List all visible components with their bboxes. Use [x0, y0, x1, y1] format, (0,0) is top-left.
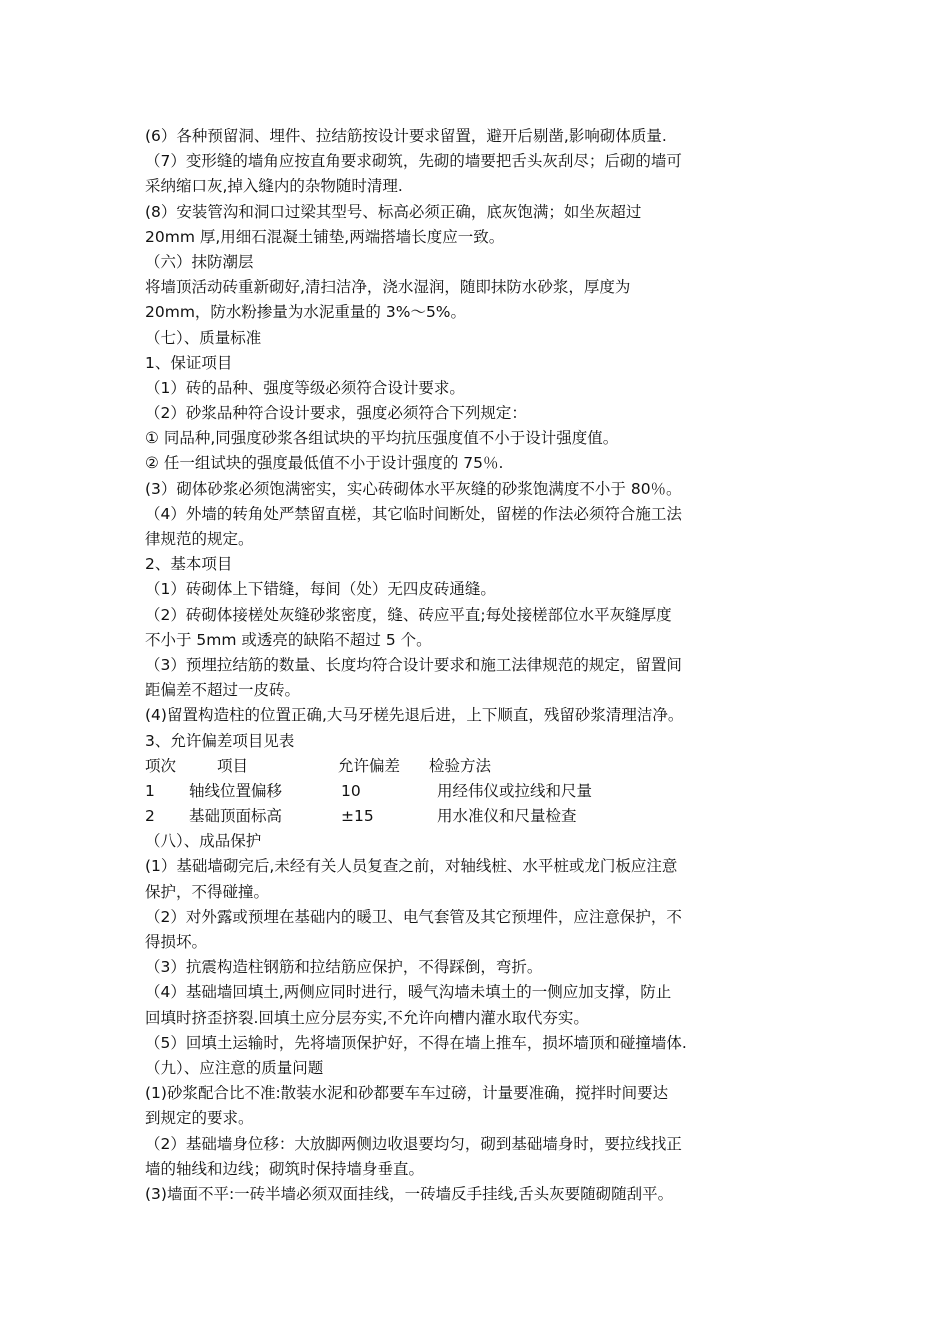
table-cell: 2: [145, 807, 155, 826]
text-line: 回填时挤歪挤裂.回填土应分层夯实,不允许向槽内灌水取代夯实。: [145, 1008, 589, 1027]
text-line: （2）对外露或预埋在基础内的暖卫、电气套管及其它预埋件，应注意保护，不: [145, 907, 682, 926]
text-line: （7）变形缝的墙角应按直角要求砌筑，先砌的墙要把舌头灰刮尽；后砌的墙可: [145, 152, 682, 171]
text-line: （5）回填土运输时，先将墙顶保护好，不得在墙上推车，损坏墙顶和碰撞墙体.: [145, 1033, 687, 1052]
table-row: [145, 804, 825, 829]
text-line: (1）基础墙砌完后,未经有关人员复查之前，对轴线桩、水平桩或龙门板应注意: [145, 857, 678, 876]
text-line: （1）砖砌体上下错缝，每间（处）无四皮砖通缝。: [145, 580, 496, 599]
text-block-after-table: [145, 829, 825, 1207]
text-line: 不小于 5mm 或透亮的缺陷不超过 5 个。: [145, 630, 432, 649]
text-line: 20mm 厚,用细石混凝土铺垫,两端搭墙长度应一致。: [145, 227, 505, 246]
text-line: (4)留置构造柱的位置正确,大马牙槎先退后进，上下顺直，残留砂浆清理洁净。: [145, 706, 684, 725]
subsection-heading: 3、允许偏差项目见表: [145, 731, 295, 750]
text-line: 采纳缩口灰,掉入缝内的杂物随时清理.: [145, 177, 403, 196]
text-line: (1)砂浆配合比不准:散装水泥和砂都要车车过磅，计量要准确，搅拌时间要达: [145, 1084, 669, 1103]
text-line: （3）抗震构造柱钢筋和拉结筋应保护，不得踩倒，弯折。: [145, 958, 543, 977]
text-line: 保护，不得碰撞。: [145, 882, 270, 901]
text-line: （2）基础墙身位移：大放脚两侧边收退要均匀，砌到基础墙身时，要拉线找正: [145, 1134, 682, 1153]
table-header-cell: 允许偏差: [338, 756, 401, 775]
text-line: 将墙顶活动砖重新砌好,清扫洁净，浇水湿润，随即抹防水砂浆，厚度为: [145, 278, 631, 297]
table-cell: 10: [341, 781, 361, 800]
text-line: (3）砌体砂浆必须饱满密实，实心砖砌体水平灰缝的砂浆饱满度不小于 80％。: [145, 479, 682, 498]
section-heading: （九）、应注意的质量问题: [145, 1058, 324, 1077]
text-line: ① 同品种,同强度砂浆各组试块的平均抗压强度值不小于设计强度值。: [145, 429, 619, 448]
text-line: 得损坏。: [145, 933, 208, 951]
subsection-heading: 1、保证项目: [145, 353, 233, 372]
text-line: （2）砖砌体接槎处灰缝砂浆密度，缝、砖应平直;每处接槎部位水平灰缝厚度: [145, 605, 672, 624]
text-line: （1）砖的品种、强度等级必须符合设计要求。: [145, 378, 465, 397]
table-row: [145, 779, 825, 804]
table-cell: 轴线位置偏移: [189, 781, 283, 800]
table-header-cell: 检验方法: [429, 756, 492, 775]
table-cell: 用水准仪和尺量检查: [437, 807, 577, 826]
table-header-cell: 项目: [217, 756, 249, 775]
text-line: (3)墙面不平:一砖半墙必须双面挂线，一砖墙反手挂线,舌头灰要随砌随刮平。: [145, 1184, 674, 1203]
tolerance-table: [145, 754, 825, 830]
section-heading: （八）、成品保护: [145, 832, 262, 851]
text-line: （3）预埋拉结筋的数量、长度均符合设计要求和施工法律规范的规定，留置间: [145, 655, 682, 674]
table-cell: ±15: [341, 807, 374, 826]
text-line: ② 任一组试块的强度最低值不小于设计强度的 75％.: [145, 454, 504, 473]
section-heading: （七）、质量标准: [145, 328, 262, 347]
table-cell: 基础顶面标高: [189, 807, 283, 826]
table-header-cell: 项次: [145, 756, 177, 775]
section-heading: （六）抹防潮层: [145, 252, 254, 271]
text-line: 距偏差不超过一皮砖。: [145, 681, 301, 700]
text-line: （2）砂浆品种符合设计要求，强度必须符合下列规定：: [145, 404, 527, 423]
text-line: 20mm，防水粉掺量为水泥重量的 3%～5%。: [145, 303, 467, 322]
document-page: [145, 124, 825, 1207]
text-line: 到规定的要求。: [145, 1109, 254, 1128]
text-block-before-table: [145, 124, 825, 754]
text-line: （4）外墙的转角处严禁留直槎，其它临时间断处，留槎的作法必须符合施工法: [145, 504, 682, 523]
table-cell: 用经伟仪或拉线和尺量: [437, 781, 593, 800]
text-line: 墙的轴线和边线；砌筑时保持墙身垂直。: [145, 1159, 425, 1178]
text-line: 律规范的规定。: [145, 530, 254, 548]
subsection-heading: 2、基本项目: [145, 555, 233, 574]
text-line: (8）安装管沟和洞口过梁其型号、标高必须正确，底灰饱满；如坐灰超过: [145, 202, 642, 221]
table-cell: 1: [145, 781, 155, 800]
text-line: （4）基础墙回填土,两侧应同时进行，暖气沟墙未填土的一侧应加支撑，防止: [145, 983, 672, 1002]
table-header-row: [145, 754, 825, 779]
text-line: (6）各种预留洞、埋件、拉结筋按设计要求留置，避开后剔凿,影响砌体质量.: [145, 127, 667, 145]
